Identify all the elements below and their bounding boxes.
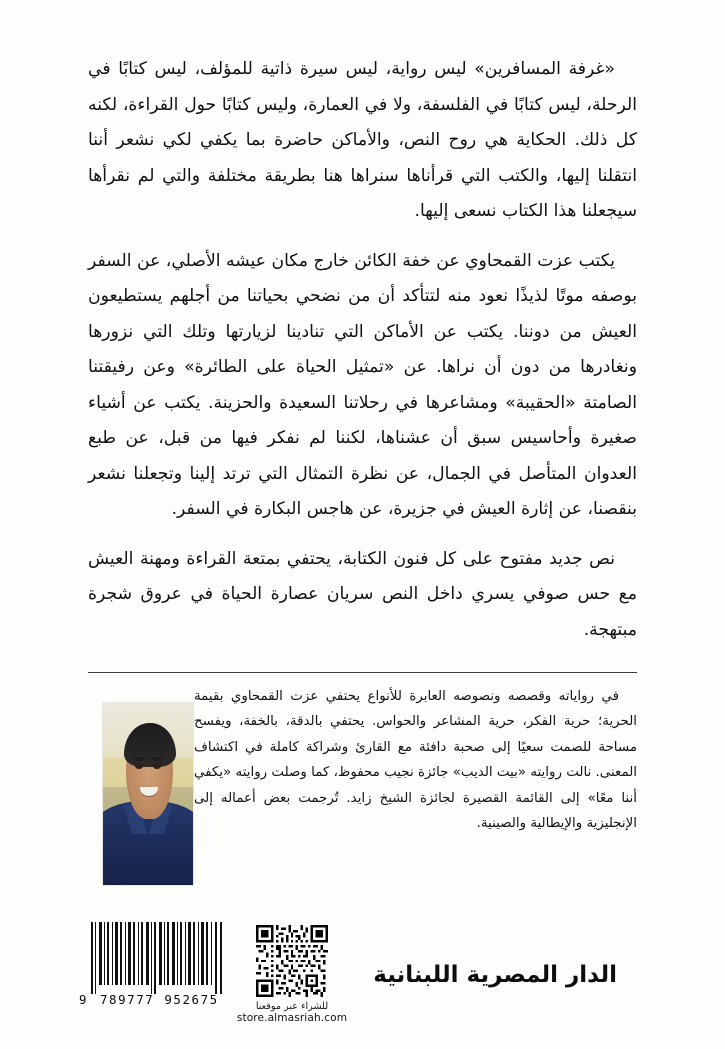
blurb-paragraph-3: نص جديد مفتوح على كل فنون الكتابة، يحتفي بمتعة القراءة ومهنة العيش مع حس صوفي يسري داخل النص سريان عصارة الحياة في عروق شجرة مبتهجة. (88, 548, 637, 640)
barcode-lead-digit: 9 (79, 992, 87, 1007)
photo-eye-right (153, 763, 160, 769)
blurb-section (88, 52, 637, 648)
qr-caption-url: store.almasriah.com (236, 1012, 348, 1024)
photo-eye-left (135, 763, 142, 769)
author-photo (102, 702, 194, 886)
barcode-left-group: 789777 (100, 992, 155, 1007)
isbn-barcode-block (78, 922, 230, 1007)
author-bio-section (88, 684, 637, 904)
publisher-logo: الدار المصرية اللبنانية (373, 962, 617, 988)
section-divider (88, 672, 637, 673)
barcode-icon (89, 922, 223, 994)
barcode-right-group: 952675 (164, 992, 219, 1007)
author-bio-paragraph: في رواياته وقصصه ونصوصه العابرة للأنواع يحتفي عزت القمحاوي بقيمة الحرية؛ حرية الفكر، حرية المشاعر والحواس. يحتفي بالدقة، بالخفة، ويفسح مساحة للصمت سعيًا إلى صحبة دافئة مع القارئ وشراكة كاملة في اكتشاف المعنى. نالت روايته «بيت الديب» جائزة نجيب محفوظ، كما وصلت روايته «يكفي أننا معًا» إلى القائمة القصيرة لجائزة الشيخ زايد. تُرجمت بعض أعماله إلى الإنجليزية والإيطالية والصينية. (194, 689, 637, 832)
barcode-digits (78, 992, 230, 1007)
blurb-paragraph-2: يكتب عزت القمحاوي عن خفة الكائن خارج مكان عيشه الأصلي، عن السفر بوصفه موتًا لذيذًا نعود منه لتتأكد أن من نضحي بحياتنا من أجلهم يستطيعون العيش من دوننا. يكتب عن الأماكن التي تنادينا لزيارتها وتلك التي نزورها ونغادرها من دون أن نراها. عن «تمثيل الحياة على الطائرة» وعن رفيقتنا الصامتة «الحقيبة» ومشاعرها في رحلاتنا السعيدة والحزينة. يكتب عن أشياء صغيرة وأحاسيس سبق أن عشناها، لكننا لم نفكر فيها من قبل، عن طبع العدوان المتأصل في الجمال، عن نظرة التمثال التي ترتد إلينا وتجعلنا نشعر بنقصنا، عن إثارة العيش في جزيرة، عن هاجس البكارة في السفر. (88, 250, 637, 519)
qr-code-icon[interactable] (256, 925, 328, 997)
photo-eyebrow-right (152, 757, 162, 761)
blurb-paragraph-1: «غرفة المسافرين» ليس رواية، ليس سيرة ذاتية للمؤلف، ليس كتابًا في الرحلة، ليس كتابًا في الفلسفة، ولا في العمارة، وليس كتابًا حول القراءة، لكنه كل ذلك. الحكاية هي روح النص، والأماكن حاضرة بما يكفي لكي نشعر أننا انتقلنا إليها، والكتب التي قرأناها سنراها هنا بطريقة مختلفة والتي لم نقرأها سيجعلنا هذا الكتاب نسعى إليها. (88, 59, 637, 221)
photo-eyebrow-left (134, 757, 144, 761)
qr-caption-arabic: للشراء عبر موقعنا (255, 1001, 329, 1012)
qr-code-block[interactable] (232, 925, 352, 1024)
